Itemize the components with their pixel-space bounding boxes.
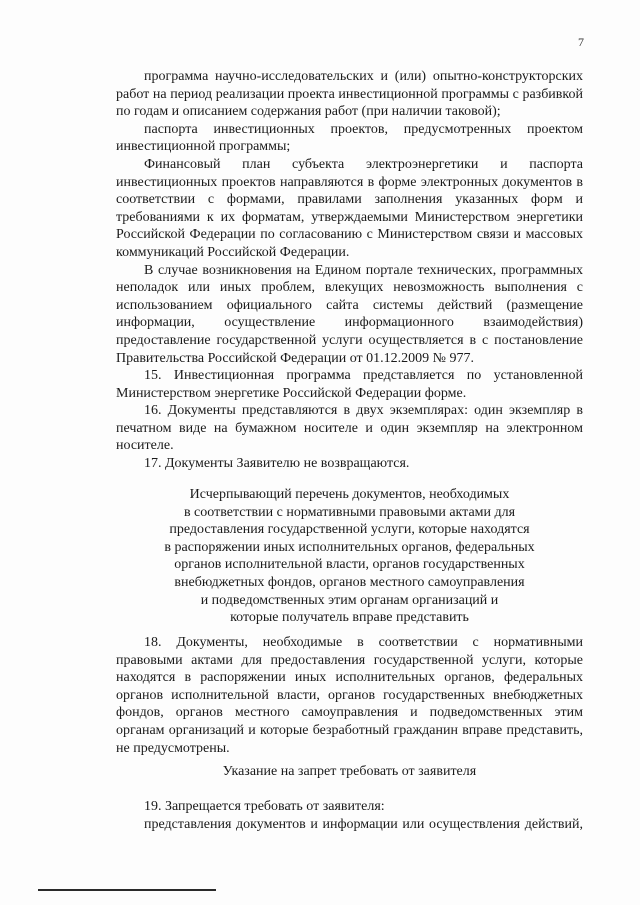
heading-line: предоставления государственной услуги, которые находятся — [169, 522, 530, 538]
heading-line: и подведомственных этим органам организаций и — [200, 592, 499, 608]
paragraph-item-19: 19. Запрещается требовать от заявителя: — [144, 799, 385, 814]
paragraph-research-program: программа научно-исследовательских и (или) опытно-конструкторских работ на период реализации проекта инвестиционной программы с разбивкой по годам и описанием содержания работ (при наличии таковой); — [116, 69, 583, 120]
paragraph-item-19-continuation: представления документов и информации или осуществления действий, — [144, 816, 583, 832]
heading-line: органов исполнительной власти, органов государственных — [174, 557, 525, 573]
heading-line: которые получатель вправе представить — [230, 610, 469, 626]
heading-line: Указание на запрет требовать от заявителя — [222, 764, 477, 779]
footnote-separator — [38, 889, 216, 891]
body-block-1 — [116, 68, 583, 473]
paragraph-portal-issues: В случае возникновения на Едином портале технических, программных неполадок или иных проблем, влекущих невозможность выполнения с использованием официального сайта системы действий (размещение информации, осуществление информационного взаимодействия) предоставление государственной услуги осуществляется в с постановление Правительства Российской Федерации от 01.12.2009 № 977. — [116, 262, 583, 366]
paragraph-item-15: 15. Инвестиционная программа представляется по установленной Министерством энергетике Российской Федерации форме. — [116, 368, 583, 401]
paragraph-item-17: 17. Документы Заявителю не возвращаются. — [144, 456, 410, 472]
paragraph-project-passports: паспорта инвестиционных проектов, предусмотренных проектом инвестиционной программы; — [116, 121, 583, 155]
heading-line: в распоряжении иных исполнительных органов, федеральных — [164, 539, 535, 555]
body-block-2 — [116, 634, 583, 757]
section-heading-prohibition — [116, 763, 583, 781]
heading-line: внебюджетных фондов, органов местного самоуправления — [174, 574, 525, 590]
body-block-3 — [116, 798, 583, 833]
section-heading-documents-list — [116, 486, 583, 627]
paragraph-item-16: 16. Документы представляются в двух экземплярах: один экземпляр в печатном виде на бумажном носителе и один экземпляр на электронном носителе. — [116, 403, 583, 454]
paragraph-financial-plan: Финансовый план субъекта электроэнергетики и паспорта инвестиционных проектов направляются в форме электронных документов в соответствии с формами, правилами заполнения указанных форм и требованиями к их форматам, утверждаемыми Министерством энергетики Российской Федерации по согласованию с Министерством связи и массовых коммуникаций Российской Федерации. — [116, 156, 583, 260]
page-number: 7 — [578, 35, 584, 49]
heading-line: в соответствии с нормативными правовыми актами для — [183, 504, 516, 520]
paragraph-item-18: 18. Документы, необходимые в соответствии с нормативными правовыми актами для предоставления государственной услуги, которые находятся в распоряжении иных исполнительных органов, федеральных органов исполнительной власти, органов государственных внебюджетных фондов, органов местного самоуправления и подведомственных этим органам организаций и которые безработный гражданин вправе представить, не предусмотрены. — [116, 635, 583, 756]
heading-line: Исчерпывающий перечень документов, необходимых — [189, 487, 510, 502]
